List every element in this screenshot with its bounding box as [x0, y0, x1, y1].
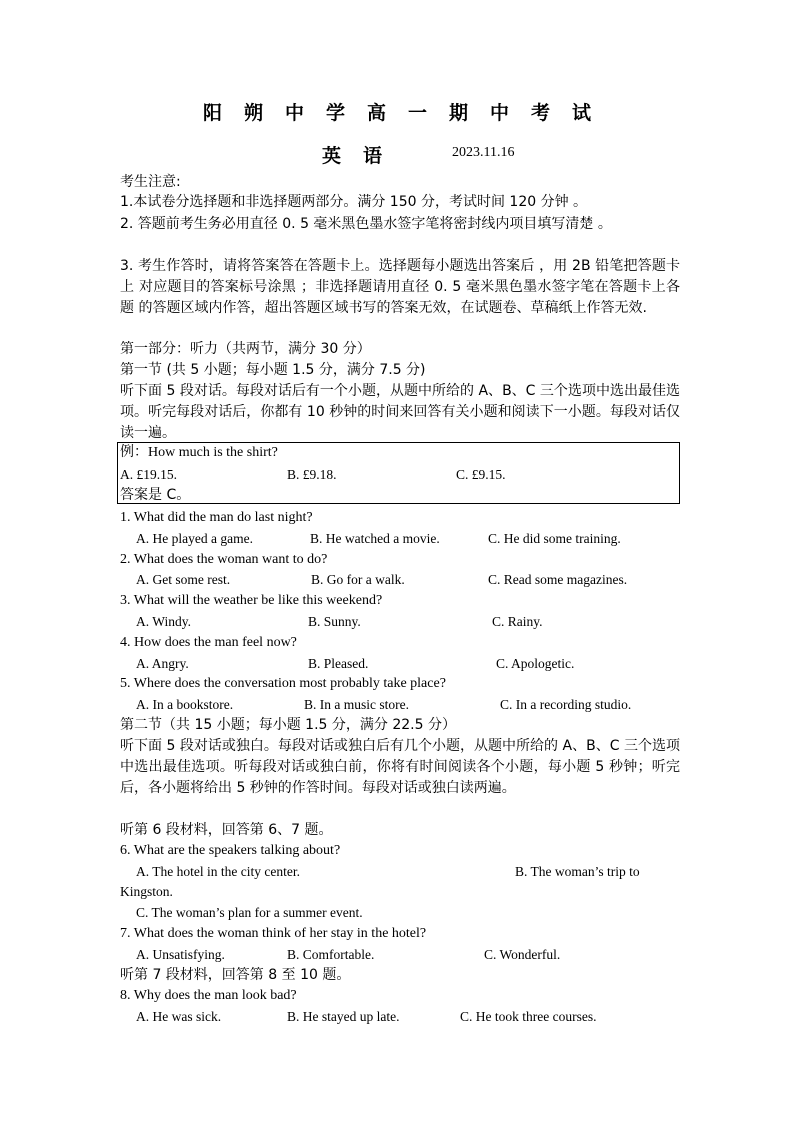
- question-7-option-c: C. Wonderful.: [484, 947, 561, 962]
- question-6-option-b-continued: Kingston.: [120, 884, 173, 899]
- question-6: 6. What are the speakers talking about?: [120, 843, 341, 858]
- question-3-option-b: B. Sunny.: [308, 614, 361, 629]
- question-3: 3. What will the weather be like this weekend?: [120, 593, 383, 608]
- section2-heading: 第二节（共 15 小题；每小题 1.5 分，满分 22.5 分）: [120, 717, 456, 733]
- question-4-option-a: A. Angry.: [136, 656, 189, 671]
- notice-heading: 考生注意:: [120, 174, 181, 190]
- question-4-option-c: C. Apologetic.: [496, 656, 575, 671]
- question-2-option-b: B. Go for a walk.: [311, 572, 405, 587]
- question-2-option-c: C. Read some magazines.: [488, 572, 628, 587]
- question-7-option-a: A. Unsatisfying.: [136, 947, 225, 962]
- question-1-option-c: C. He did some training.: [488, 531, 621, 546]
- question-4: 4. How does the man feel now?: [120, 635, 297, 650]
- question-8-option-c: C. He took three courses.: [460, 1009, 597, 1024]
- example-option-b: B. £9.18.: [287, 467, 337, 482]
- notice-item-1: 1.本试卷分选择题和非选择题两部分。满分 150 分，考试时间 120 分钟 。: [120, 194, 588, 210]
- question-8-option-b: B. He stayed up late.: [287, 1009, 400, 1024]
- question-6-option-a: A. The hotel in the city center.: [136, 864, 300, 879]
- question-1-option-a: A. He played a game.: [136, 531, 253, 546]
- question-5-option-b: B. In a music store.: [304, 697, 409, 712]
- exam-date: 2023.11.16: [452, 145, 515, 160]
- question-4-option-b: B. Pleased.: [308, 656, 369, 671]
- question-3-option-a: A. Windy.: [136, 614, 191, 629]
- example-option-c: C. £9.15.: [456, 467, 506, 482]
- part1-heading: 第一部分：听力（共两节，满分 30 分）: [120, 341, 371, 357]
- question-6-option-b: B. The woman’s trip to: [515, 864, 640, 879]
- question-2-option-a: A. Get some rest.: [136, 572, 231, 587]
- question-5-option-c: C. In a recording studio.: [500, 697, 632, 712]
- question-2: 2. What does the woman want to do?: [120, 552, 328, 567]
- question-3-option-c: C. Rainy.: [492, 614, 543, 629]
- example-option-a: A. £19.15.: [120, 467, 177, 482]
- subject-row: [0, 141, 794, 167]
- notice-item-3: 3. 考生作答时，请将答案答在答题卡上。选择题每小题选出答案后 ，用 2B 铅笔把答题卡上 对应题目的答案标号涂黑 ；非选择题请用直径 0. 5 毫米黑色墨水签字笔在答题卡上各题 的答题区域内作答，超出答题区域书写的答案无效，在试题卷、草稿纸上作答无效.: [120, 258, 680, 316]
- section2-instructions: 听下面 5 段对话或独白。每段对话或独白后有几个小题，从题中所给的 A、B、C 三个选项中选出最佳选项。听每段对话或独白前，你将有时间阅读各个小题，每小题 5 秒钟；听完后，各小题将给出 5 秒钟的作答时间。每段对话或独白读两遍。: [120, 738, 680, 796]
- section1-heading: 第一节 (共 5 小题；每小题 1.5 分，满分 7.5 分): [120, 362, 426, 378]
- material-7-heading: 听第 7 段材料，回答第 8 至 10 题。: [120, 967, 351, 983]
- question-1: 1. What did the man do last night?: [120, 510, 313, 525]
- example-question: 例：How much is the shirt?: [120, 445, 278, 460]
- question-7-option-b: B. Comfortable.: [287, 947, 375, 962]
- material-6-heading: 听第 6 段材料，回答第 6、7 题。: [120, 822, 333, 838]
- question-1-option-b: B. He watched a movie.: [310, 531, 440, 546]
- question-5-option-a: A. In a bookstore.: [136, 697, 234, 712]
- section1-instructions: 听下面 5 段对话。每段对话后有一个小题，从题中所给的 A、B、C 三个选项中选出最佳选项。听完每段对话后，你都有 10 秒钟的时间来回答有关小题和阅读下一小题。每段对话仅读一遍。: [120, 383, 680, 441]
- subject-label: 英语: [322, 145, 405, 167]
- notice-item-2: 2. 答题前考生务必用直径 0. 5 毫米黑色墨水签字笔将密封线内项目填写清楚 。: [120, 216, 612, 232]
- question-8-option-a: A. He was sick.: [136, 1009, 222, 1024]
- question-5: 5. Where does the conversation most probably take place?: [120, 676, 446, 691]
- question-6-option-c: C. The woman’s plan for a summer event.: [136, 905, 363, 920]
- example-answer: 答案是 C。: [120, 487, 191, 503]
- exam-title: 阳朔中学高一期中考试: [202, 102, 613, 124]
- question-8: 8. Why does the man look bad?: [120, 988, 297, 1003]
- question-7: 7. What does the woman think of her stay in the hotel?: [120, 926, 427, 941]
